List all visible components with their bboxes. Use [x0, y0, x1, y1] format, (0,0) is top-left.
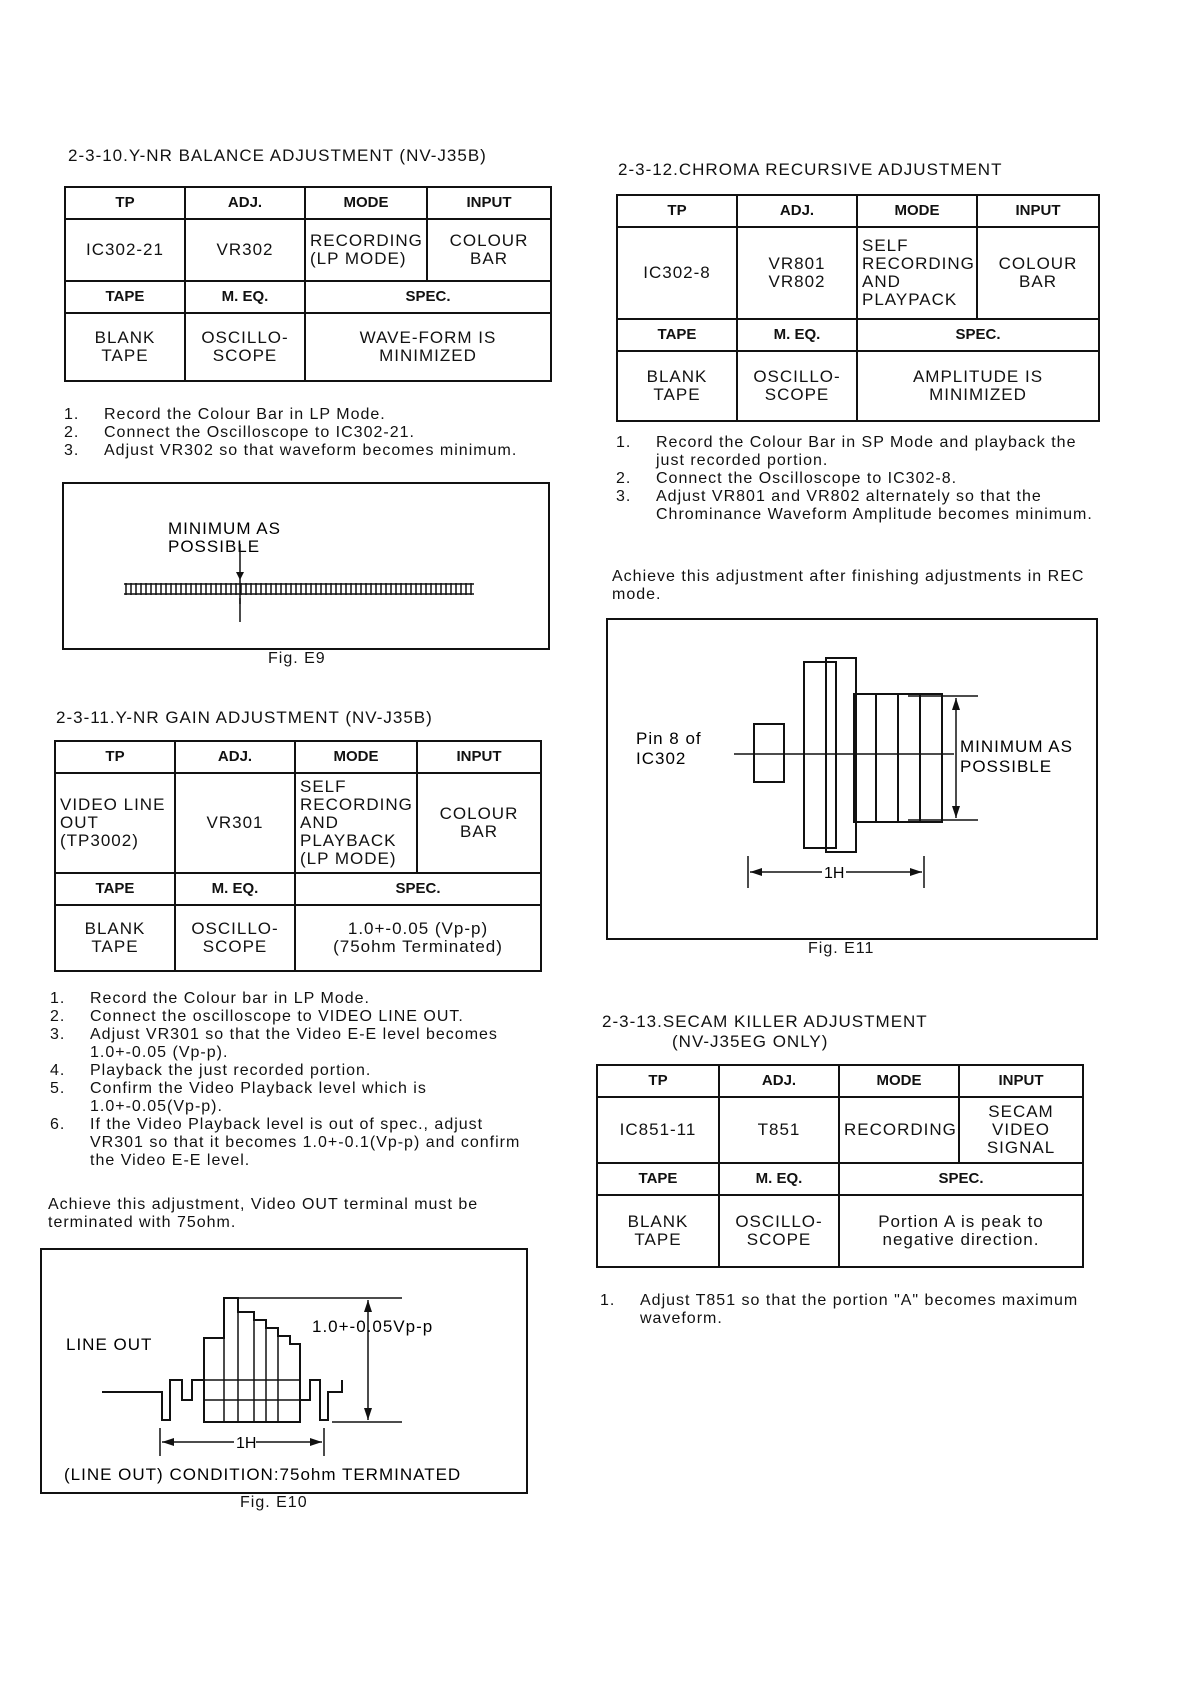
spec-table-y-nr-gain [54, 740, 542, 972]
step-item: 4. Playback the just recorded portion. [50, 1062, 372, 1079]
section-title-y-nr-gain: 2-3-11.Y-NR GAIN ADJUSTMENT (NV-J35B) [56, 708, 433, 727]
waveform-e9 [64, 484, 548, 648]
tp-value: IC302-21 [65, 219, 185, 281]
header-tape: TAPE [55, 873, 175, 905]
spec-value: Portion A is peak to negative direction. [839, 1195, 1083, 1267]
spec-value: 1.0+-0.05 (Vp-p) (75ohm Terminated) [295, 905, 541, 971]
meq-value: OSCILLO- SCOPE [185, 313, 305, 381]
fig-min-label-2: POSSIBLE [960, 757, 1053, 776]
header-meq: M. EQ. [737, 319, 857, 351]
fig-min-label-1: MINIMUM AS [960, 737, 1073, 756]
header-mode: MODE [305, 187, 427, 219]
header-spec: SPEC. [305, 281, 551, 313]
fig-label-line-1: MINIMUM AS [168, 519, 281, 538]
note-termination: Achieve this adjustment, Video OUT terminal must be terminated with 75ohm. [48, 1196, 479, 1231]
step-item: 2. Connect the Oscilloscope to IC302-8. [616, 470, 958, 487]
steps-y-nr-gain [50, 990, 542, 1170]
header-adj: ADJ. [185, 187, 305, 219]
step-item: 1. Record the Colour bar in LP Mode. [50, 990, 370, 1007]
fig-label-line-2: POSSIBLE [168, 537, 261, 556]
mode-value: SELF RECORDING AND PLAYPACK [857, 227, 977, 319]
header-tape: TAPE [597, 1163, 719, 1195]
caption-fig-e10: Fig. E10 [240, 1494, 308, 1511]
step-item: 2. Connect the Oscilloscope to IC302-21. [64, 424, 415, 441]
fig-condition-label: (LINE OUT) CONDITION:75ohm TERMINATED [64, 1465, 462, 1484]
note-chroma: Achieve this adjustment after finishing adjustments in REC mode. [612, 568, 1085, 603]
step-item: 1. Record the Colour Bar in LP Mode. [64, 406, 386, 423]
step-item: 3. Adjust VR301 so that the Video E-E level becomes 1.0+-0.05 (Vp-p). [50, 1026, 498, 1061]
adj-value: VR801 VR802 [737, 227, 857, 319]
fig-pin-label-1: Pin 8 of [636, 729, 702, 748]
header-input: INPUT [959, 1065, 1083, 1097]
step-item: 3. Adjust VR302 so that waveform becomes minimum. [64, 442, 518, 459]
fig-line-out-label: LINE OUT [66, 1335, 153, 1354]
meq-value: OSCILLO- SCOPE [175, 905, 295, 971]
header-mode: MODE [839, 1065, 959, 1097]
header-adj: ADJ. [175, 741, 295, 773]
tape-value: BLANK TAPE [65, 313, 185, 381]
input-value: COLOUR BAR [977, 227, 1099, 319]
section-title-y-nr-balance: 2-3-10.Y-NR BALANCE ADJUSTMENT (NV-J35B) [68, 146, 487, 165]
adj-value: VR301 [175, 773, 295, 873]
input-value: COLOUR BAR [427, 219, 551, 281]
tp-value: IC851-11 [597, 1097, 719, 1163]
figure-e11 [606, 618, 1098, 940]
steps-y-nr-balance [64, 406, 584, 460]
fig-level-label: 1.0+-0.05Vp-p [312, 1317, 434, 1336]
adj-value: T851 [719, 1097, 839, 1163]
header-meq: M. EQ. [185, 281, 305, 313]
header-input: INPUT [417, 741, 541, 773]
meq-value: OSCILLO- SCOPE [719, 1195, 839, 1267]
tape-value: BLANK TAPE [55, 905, 175, 971]
header-input: INPUT [977, 195, 1099, 227]
spec-value: AMPLITUDE IS MINIMIZED [857, 351, 1099, 421]
figure-e9 [62, 482, 550, 650]
tp-value: VIDEO LINE OUT (TP3002) [55, 773, 175, 873]
header-tape: TAPE [65, 281, 185, 313]
header-adj: ADJ. [719, 1065, 839, 1097]
fig-1h-label: 1H [824, 865, 845, 882]
step-item: 6. If the Video Playback level is out of spec., adjust VR301 so that it becomes 1.0+-0.1(Vp-p) and confirm the Video E-E level. [50, 1116, 521, 1169]
steps-chroma-recursive [616, 434, 1102, 524]
waveform-e10 [42, 1250, 526, 1492]
spec-table-secam-killer [596, 1064, 1084, 1268]
spec-table-y-nr-balance [64, 186, 552, 382]
header-tape: TAPE [617, 319, 737, 351]
fig-1h-label: 1H [236, 1435, 257, 1452]
tape-value: BLANK TAPE [617, 351, 737, 421]
steps-secam-killer [600, 1292, 1090, 1328]
adj-value: VR302 [185, 219, 305, 281]
tape-value: BLANK TAPE [597, 1195, 719, 1267]
header-meq: M. EQ. [175, 873, 295, 905]
mode-value: RECORDING (LP MODE) [305, 219, 427, 281]
header-mode: MODE [295, 741, 417, 773]
mode-value: RECORDING [839, 1097, 959, 1163]
header-mode: MODE [857, 195, 977, 227]
step-item: 1. Record the Colour Bar in SP Mode and playback the just recorded portion. [616, 434, 1077, 469]
header-adj: ADJ. [737, 195, 857, 227]
step-item: 2. Connect the oscilloscope to VIDEO LINE OUT. [50, 1008, 464, 1025]
spec-table-chroma-recursive [616, 194, 1100, 422]
step-item: 1. Adjust T851 so that the portion "A" becomes maximum waveform. [600, 1292, 1079, 1327]
header-tp: TP [55, 741, 175, 773]
section-title-chroma-recursive: 2-3-12.CHROMA RECURSIVE ADJUSTMENT [618, 160, 1003, 179]
caption-fig-e9: Fig. E9 [268, 650, 326, 667]
header-tp: TP [617, 195, 737, 227]
header-input: INPUT [427, 187, 551, 219]
waveform-e11 [608, 620, 1096, 938]
input-value: SECAM VIDEO SIGNAL [959, 1097, 1083, 1163]
header-tp: TP [597, 1065, 719, 1097]
fig-pin-label-2: IC302 [636, 749, 687, 768]
meq-value: OSCILLO- SCOPE [737, 351, 857, 421]
section-title-secam-killer: 2-3-13.SECAM KILLER ADJUSTMENT [602, 1012, 928, 1031]
tp-value: IC302-8 [617, 227, 737, 319]
header-spec: SPEC. [857, 319, 1099, 351]
header-spec: SPEC. [295, 873, 541, 905]
step-item: 5. Confirm the Video Playback level which is 1.0+-0.05(Vp-p). [50, 1080, 427, 1115]
input-value: COLOUR BAR [417, 773, 541, 873]
caption-fig-e11: Fig. E11 [808, 940, 875, 957]
header-meq: M. EQ. [719, 1163, 839, 1195]
spec-value: WAVE-FORM IS MINIMIZED [305, 313, 551, 381]
header-spec: SPEC. [839, 1163, 1083, 1195]
mode-value: SELF RECORDING AND PLAYBACK (LP MODE) [295, 773, 417, 873]
section-subtitle-secam-killer: (NV-J35EG ONLY) [672, 1032, 829, 1051]
header-tp: TP [65, 187, 185, 219]
figure-e10 [40, 1248, 528, 1494]
step-item: 3. Adjust VR801 and VR802 alternately so that the Chrominance Waveform Amplitude becomes minimum. [616, 488, 1093, 523]
